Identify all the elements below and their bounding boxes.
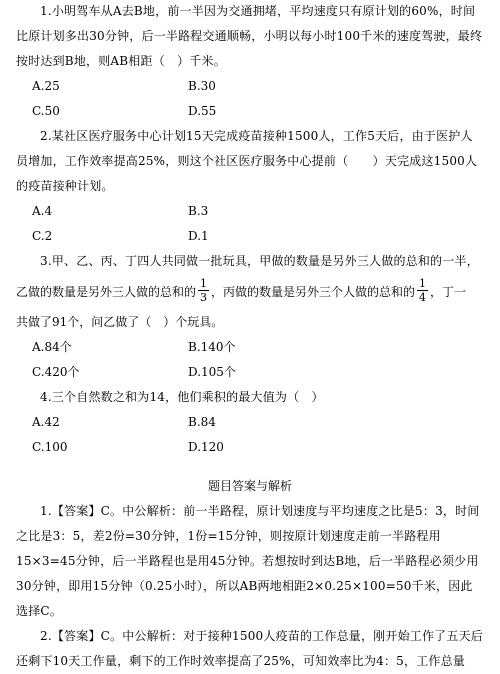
option-c: C.100: [32, 440, 68, 454]
option-d: D.120: [188, 440, 224, 454]
fraction-numerator: 1: [419, 277, 427, 290]
fraction-denominator: 4: [419, 291, 427, 304]
question-2: [16, 124, 484, 199]
fraction-one-third: [198, 277, 209, 304]
option-b: B.140个: [188, 340, 236, 354]
option-a: A.4: [32, 204, 53, 218]
option-b: B.3: [188, 204, 209, 218]
fraction-one-fourth: [417, 277, 428, 304]
answer-2: 2.【答案】C。中公解析：对于接种1500人疫苗的工作总量，刚开始工作了五天后还剩下10天工作量，剩下的工作时效率提高了25%，可知效率比为4：5，工作总量: [16, 629, 483, 668]
answer-1: 1.【答案】C。中公解析：前一半路程，原计划速度与平均速度之比是5：3，时间之比是3：5，差2份=30分钟，1份=15分钟，则按原计划速度走前一半路程用15×3=45分钟，后一半路程也是用45分钟。若想按时到达B地，后一半路程必须少用30分钟，即用15分钟（0.25小时），所以AB两地相距2×0.25×100=50千米，因此选择C。: [16, 504, 480, 618]
option-a: A.42: [32, 415, 60, 429]
option-a: A.25: [32, 79, 60, 93]
question-3-stem-part5: 共做了91个，问乙做了（ ）个玩具。: [16, 315, 224, 329]
question-3-stem-line1: 3.甲、乙、丙、丁四人共同做一批玩具，甲做的数量是另外三人做的总和的一半，: [40, 254, 479, 268]
question-3-stem-part4: ，丁一: [430, 285, 467, 299]
option-c: C.420个: [32, 365, 80, 379]
question-2-options: [16, 199, 484, 249]
answers-section-title: 题目答案与解析: [207, 479, 292, 493]
question-1: [16, 0, 484, 74]
option-c: C.50: [32, 104, 60, 118]
option-d: D.1: [188, 229, 209, 243]
question-3-stem-line2: [16, 274, 484, 310]
option-d: D.55: [188, 104, 217, 118]
option-d: D.105个: [188, 365, 236, 379]
fraction-denominator: 3: [200, 291, 208, 304]
question-3-stem-line3: [16, 310, 484, 335]
fraction-numerator: 1: [200, 277, 208, 290]
question-3-options: [16, 335, 484, 385]
option-b: B.84: [188, 415, 216, 429]
question-3-stem-part3: ，丙做的数量是另外三个人做的总和的: [211, 285, 416, 299]
question-4: [16, 385, 484, 410]
question-3-stem-part2: 乙做的数量是另外三人做的总和的: [16, 285, 197, 299]
question-4-options: [16, 410, 484, 460]
option-b: B.30: [188, 79, 216, 93]
question-2-stem: 2.某社区医疗服务中心计划15天完成疫苗接种1500人，工作5天后，由于医护人员增加，工作效率提高25%，则这个社区医疗服务中心提前（ ）天完成这1500人的疫苗接种计划。: [16, 129, 478, 193]
option-a: A.84个: [32, 340, 72, 354]
question-1-stem: 1.小明驾车从A去B地，前一半因为交通拥堵，平均速度只有原计划的60%，时间比原计划多出30分钟，后一半路程交通顺畅，小明以每小时100千米的速度驾驶，最终按时达到B地，则AB相距（ ）千米。: [16, 4, 483, 68]
question-3: [16, 249, 484, 335]
option-c: C.2: [32, 229, 53, 243]
question-4-stem: 4.三个自然数之和为14，他们乘积的最大值为（ ）: [40, 390, 324, 404]
question-1-options: [16, 74, 484, 124]
